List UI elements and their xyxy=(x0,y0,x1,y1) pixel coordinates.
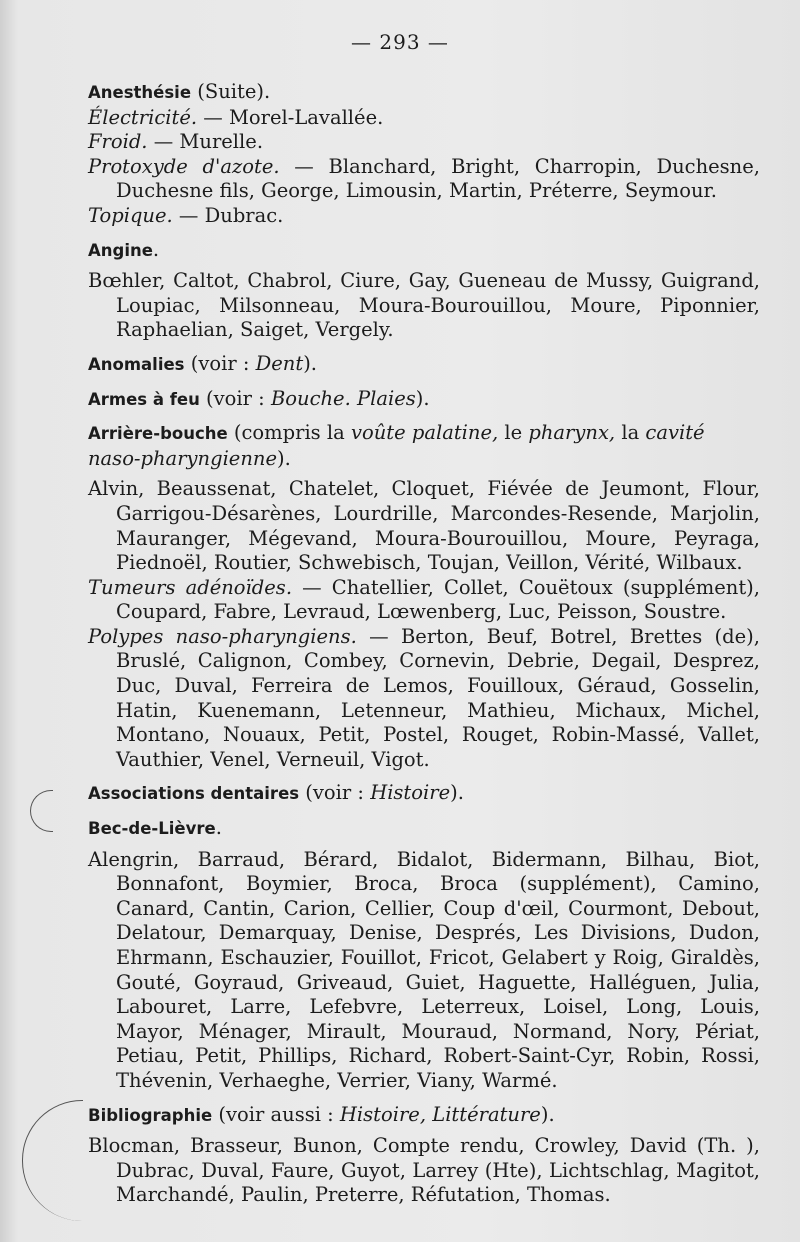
heading-reference: Histoire xyxy=(370,781,451,805)
heading-text: ). xyxy=(540,1102,555,1126)
heading-reference: pharynx, xyxy=(528,421,616,445)
index-heading xyxy=(88,816,760,842)
heading-text: . xyxy=(215,816,222,840)
author-names: Alvin, Beaussenat, Chatelet, Cloquet, Fiévée de Jeumont, Flour, Garrigou-Désarènes, Lourdrille, Marcondes-Resende, Marjolin, Mauranger, Mégevand, Moura-Bourouillou, Moure, Peyraga, Piednoël, Routier, Schwebisch, Toujan, Veillon, Vérité, Wilbaux. xyxy=(88,477,760,575)
subentry-label: Polypes naso-pharyngiens. xyxy=(88,624,357,648)
index-name-list xyxy=(88,848,760,1094)
index-heading xyxy=(88,421,760,471)
heading-reference: Dent xyxy=(255,351,304,375)
heading-text: ). xyxy=(415,386,430,410)
index-subentry xyxy=(88,130,760,155)
index-subentry xyxy=(88,155,760,204)
index-heading xyxy=(88,1103,760,1129)
subentry-names: — Blanchard, Bright, Charropin, Duchesne, Duchesne fils, George, Limousin, Martin, Préterre, Seymour. xyxy=(116,154,760,203)
subentry-names: — Chatellier, Collet, Couëtoux (supplément), Coupard, Fabre, Levraud, Lœwenberg, Luc, Peisson, Soustre. xyxy=(116,575,760,624)
subentry-names: — Morel-Lavallée. xyxy=(197,105,384,129)
heading-text: ). xyxy=(303,351,317,375)
subentry-label: Froid. xyxy=(88,130,148,154)
index-name-list xyxy=(88,477,760,575)
heading-term: Arrière-bouche xyxy=(88,424,228,444)
author-names: Alengrin, Barraud, Bérard, Bidalot, Bidermann, Bilhau, Biot, Bonnafont, Boymier, Broca, Broca (supplément), Camino, Canard, Cantin, Carion, Cellier, Coup d'œil, Courmont, Debout, Delatour, Demarquay, Denise, Després, Les Divisions, Dudon, Ehrmann, Eschauzier, Fouillot, Fricot, Gelabert y Roig, Giraldès, Gouté, Goyraud, Griveaud, Guiet, Haguette, Halléguen, Julia, Labouret, Larre, Lefebvre, Leterreux, Loisel, Long, Louis, Mayor, Ménager, Mirault, Mouraud, Normand, Nory, Périat, Petiau, Petit, Phillips, Richard, Robert-Saint-Cyr, Robin, Rossi, Thévenin, Verhaeghe, Verrier, Viany, Warmé. xyxy=(88,847,760,1092)
heading-reference: Histoire, Littérature xyxy=(339,1102,541,1126)
heading-text: la xyxy=(615,421,646,445)
heading-text: (voir : xyxy=(299,781,371,805)
index-heading xyxy=(88,387,760,413)
heading-term: Armes à feu xyxy=(88,389,200,409)
heading-term: Associations dentaires xyxy=(88,784,300,804)
index-heading xyxy=(88,238,760,264)
subentry-names: — Dubrac. xyxy=(172,203,284,227)
subentry-label: Tumeurs adénoïdes. xyxy=(88,575,293,599)
heading-reference: voûte palatine, xyxy=(350,421,499,445)
heading-reference: Bouche. Plaies xyxy=(270,386,416,410)
heading-text: le xyxy=(498,421,529,445)
index-name-list xyxy=(88,269,760,343)
heading-text: (voir : xyxy=(184,351,256,375)
index-subentry xyxy=(88,625,760,773)
heading-text: (compris la xyxy=(227,421,351,445)
heading-term: Angine xyxy=(88,240,153,260)
author-names: Bœhler, Caltot, Chabrol, Ciure, Gay, Gueneau de Mussy, Guigrand, Loupiac, Milsonneau, Moura-Bourouillou, Moure, Piponnier, Raphaelian, Saiget, Vergely. xyxy=(88,269,760,342)
index-subentry xyxy=(88,204,760,229)
heading-text: ). xyxy=(450,781,464,805)
index-subentry xyxy=(88,576,760,625)
page-number: — 293 — xyxy=(351,30,449,54)
heading-term: Bibliographie xyxy=(88,1105,213,1125)
subentry-label: Topique. xyxy=(88,203,173,227)
index-heading xyxy=(88,781,760,807)
heading-term: Anesthésie xyxy=(88,83,192,102)
index-content xyxy=(88,80,760,1208)
heading-reference: cavité naso-pharyngienne xyxy=(88,421,705,470)
index-subentry xyxy=(88,106,760,131)
margin-bracket-mark-large xyxy=(22,1100,83,1221)
margin-bracket-mark xyxy=(30,790,53,832)
heading-text: (Suite). xyxy=(191,80,271,103)
heading-text: . xyxy=(152,237,160,261)
heading-text: (voir : xyxy=(199,386,271,410)
heading-term: Bec-de-Lièvre xyxy=(88,819,216,839)
heading-term: Anomalies xyxy=(88,354,185,374)
index-heading xyxy=(88,352,760,378)
index-heading xyxy=(88,80,760,106)
heading-text: ). xyxy=(277,446,291,470)
subentry-names: — Berton, Beuf, Botrel, Brettes (de), Bruslé, Calignon, Combey, Cornevin, Debrie, Degail, Desprez, Duc, Duval, Ferreira de Lemos, Fouilloux, Géraud, Gosselin, Hatin, Kuenemann, Letenneur, Mathieu, Michaux, Michel, Montano, Nouaux, Petit, Postel, Rouget, Robin-Massé, Vallet, Vauthier, Venel, Verneuil, Vigot. xyxy=(116,624,760,771)
heading-text: (voir aussi : xyxy=(212,1102,340,1126)
index-name-list xyxy=(88,1134,760,1208)
subentry-label: Protoxyde d'azote. xyxy=(88,154,280,178)
subentry-names: — Murelle. xyxy=(147,130,264,154)
author-names: Blocman, Brasseur, Bunon, Compte rendu, Crowley, David (Th. ), Dubrac, Duval, Faure, Guyot, Larrey (Hte), Lichtschlag, Magitot, Marchandé, Paulin, Preterre, Réfutation, Thomas. xyxy=(88,1134,760,1207)
subentry-label: Électricité. xyxy=(88,105,198,129)
